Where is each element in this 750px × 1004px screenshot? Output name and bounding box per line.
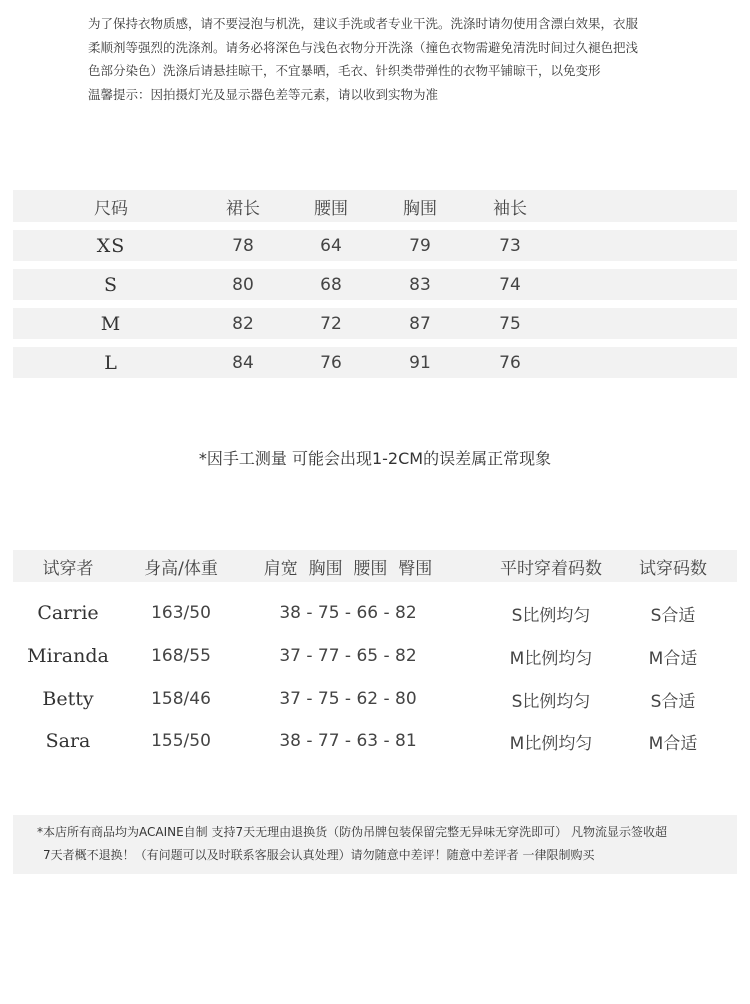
usual-size-value: S比例均匀 bbox=[511, 605, 591, 626]
table-row bbox=[13, 726, 737, 756]
sleeve-value: 73 bbox=[499, 235, 521, 256]
care-line-1: 为了保持衣物质感，请不要浸泡与机洗，建议手洗或者专业干洗。洗涤时请勿使用含漂白效果，衣服 bbox=[88, 16, 639, 31]
header-usual-size: 平时穿着码数 bbox=[500, 558, 602, 579]
store-policy-notice bbox=[13, 815, 737, 874]
dress-length-value: 78 bbox=[232, 235, 254, 256]
care-instructions bbox=[88, 12, 668, 106]
model-name: Sara bbox=[45, 730, 91, 752]
table-row bbox=[13, 684, 737, 714]
table-row bbox=[13, 641, 737, 671]
header-measurements: 肩宽 胸围 腰围 臀围 bbox=[263, 558, 433, 579]
height-weight-value: 155/50 bbox=[151, 731, 211, 751]
bust-value: 87 bbox=[409, 313, 431, 334]
size-table-header bbox=[13, 190, 737, 222]
header-bust: 胸围 bbox=[403, 198, 437, 219]
dress-length-value: 82 bbox=[232, 313, 254, 334]
header-height-weight: 身高/体重 bbox=[144, 558, 218, 579]
table-row bbox=[13, 308, 737, 339]
usual-size-value: M比例均匀 bbox=[509, 733, 593, 754]
size-table bbox=[13, 190, 737, 386]
care-line-4: 温馨提示：因拍摄灯光及显示器色差等元素，请以收到实物为准 bbox=[88, 86, 439, 102]
sleeve-value: 74 bbox=[499, 274, 521, 295]
dress-length-value: 84 bbox=[232, 352, 254, 373]
care-line-3: 色部分染色）洗涤后请悬挂晾干，不宜暴晒，毛衣、针织类带弹性的衣物平铺晾干，以免变形 bbox=[88, 63, 601, 78]
table-row bbox=[13, 269, 737, 300]
policy-line-1: *本店所有商品均为ACAINE自制 支持7天无理由退换货（防伪吊牌包装保留完整无异味无穿洗即可） 凡物流显示签收超 bbox=[37, 825, 667, 839]
header-tried-size: 试穿码数 bbox=[639, 558, 707, 579]
measurements-value: 38 - 75 - 66 - 82 bbox=[279, 603, 417, 623]
measurements-value: 37 - 75 - 62 - 80 bbox=[279, 689, 417, 709]
header-dress-length: 裙长 bbox=[226, 198, 260, 219]
tried-size-value: S合适 bbox=[650, 605, 696, 626]
care-line-2: 柔顺剂等强烈的洗涤剂。请务必将深色与浅色衣物分开洗涤（撞色衣物需避免清洗时间过久褪色把浅 bbox=[88, 39, 639, 55]
measurements-value: 37 - 77 - 65 - 82 bbox=[279, 646, 417, 666]
try-on-table-header bbox=[13, 550, 737, 582]
tried-size-value: M合适 bbox=[648, 733, 698, 754]
tried-size-value: M合适 bbox=[648, 648, 698, 669]
policy-line-2: 7天者概不退换！（有问题可以及时联系客服会认真处理）请勿随意中差评！随意中差评者 一律限制购买 bbox=[43, 848, 595, 862]
model-name: Miranda bbox=[27, 645, 109, 667]
height-weight-value: 168/55 bbox=[151, 646, 211, 666]
measurements-value: 38 - 77 - 63 - 81 bbox=[279, 731, 417, 751]
table-row bbox=[13, 598, 737, 628]
height-weight-value: 163/50 bbox=[151, 603, 211, 623]
table-row bbox=[13, 230, 737, 261]
dress-length-value: 80 bbox=[232, 274, 254, 295]
tried-size-value: S合适 bbox=[650, 691, 696, 712]
header-model: 试穿者 bbox=[42, 558, 94, 579]
waist-value: 72 bbox=[320, 313, 342, 334]
size-label: M bbox=[100, 312, 122, 335]
sleeve-value: 76 bbox=[499, 352, 521, 373]
usual-size-value: S比例均匀 bbox=[511, 691, 591, 712]
header-sleeve: 袖长 bbox=[493, 198, 527, 219]
waist-value: 76 bbox=[320, 352, 342, 373]
model-name: Betty bbox=[42, 688, 94, 710]
waist-value: 68 bbox=[320, 274, 342, 295]
bust-value: 79 bbox=[409, 235, 431, 256]
sleeve-value: 75 bbox=[499, 313, 521, 334]
size-label: S bbox=[103, 273, 119, 296]
measurement-note: *因手工测量 可能会出现1-2CM的误差属正常现象 bbox=[198, 449, 552, 468]
table-row bbox=[13, 347, 737, 378]
usual-size-value: M比例均匀 bbox=[509, 648, 593, 669]
header-size: 尺码 bbox=[94, 198, 128, 219]
bust-value: 91 bbox=[409, 352, 431, 373]
model-name: Carrie bbox=[37, 602, 99, 624]
header-waist: 腰围 bbox=[314, 198, 348, 219]
height-weight-value: 158/46 bbox=[151, 689, 211, 709]
waist-value: 64 bbox=[320, 235, 342, 256]
bust-value: 83 bbox=[409, 274, 431, 295]
size-label: XS bbox=[96, 234, 126, 257]
size-label: L bbox=[104, 351, 118, 374]
